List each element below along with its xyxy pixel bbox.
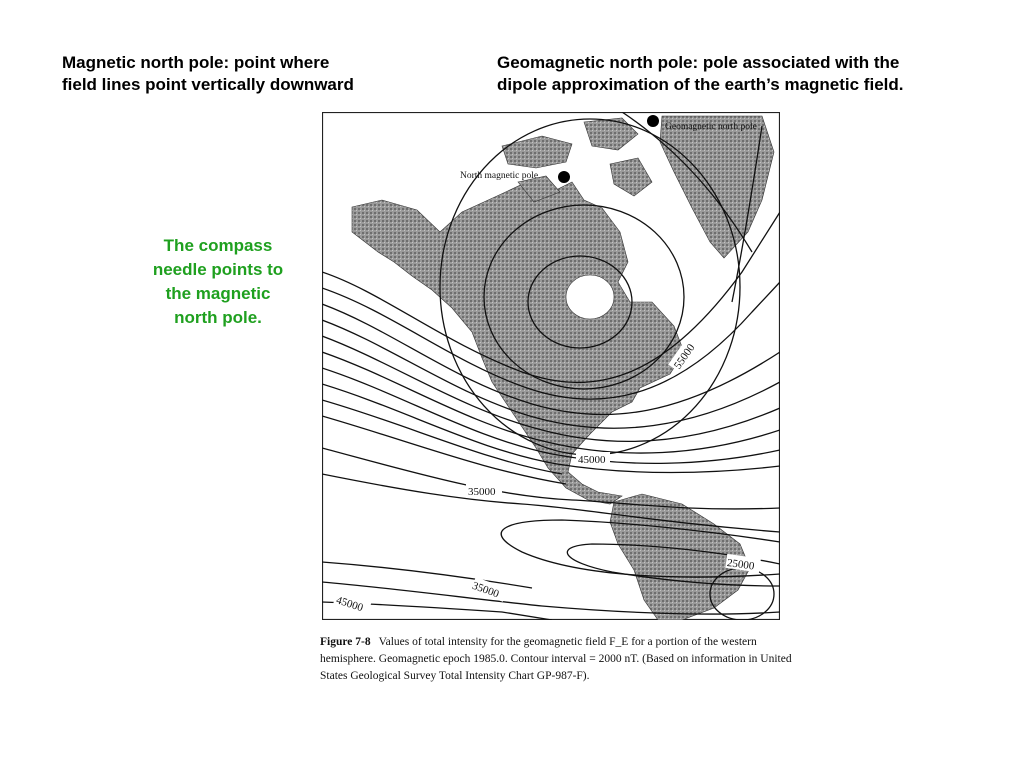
geomagnetic-pole-dot	[647, 115, 659, 127]
figure-caption-label: Figure 7-8	[320, 636, 371, 648]
magnetic-pole-label: North magnetic pole	[460, 171, 539, 181]
magnetic-pole-dot	[558, 171, 570, 183]
contour-label-35000-north: 35000	[468, 486, 496, 498]
intensity-contour-map	[322, 112, 780, 620]
hudson-bay	[566, 275, 614, 319]
figure-caption-text: Values of total intensity for the geomagnetic field F_E for a portion of the western hemisphere. Geomagnetic epoch 1985.0. Contour interval = 2000 nT. (Based on information in United States Geological Survey Total Intensity Chart GP-987-F).	[320, 636, 792, 682]
geomagnetic-north-pole-definition: Geomagnetic north pole: pole associated with the dipole approximation of the earth’s magnetic field.	[497, 53, 904, 94]
magnetic-north-pole-definition: Magnetic north pole: point where field lines point vertically downward	[62, 53, 354, 94]
contour-label-45000-south: 45000	[334, 594, 365, 615]
figure-caption	[320, 634, 800, 685]
contour-label-35000-south: 35000	[470, 579, 501, 601]
geomagnetic-pole-label: Geomagnetic north pole	[665, 122, 757, 132]
contour-label-55000: 55000	[671, 342, 698, 372]
compass-note: The compass needle points to the magnetic north pole.	[152, 236, 284, 327]
contour-label-45000-north: 45000	[578, 454, 606, 466]
contour-label-25000: 25000	[726, 556, 756, 573]
